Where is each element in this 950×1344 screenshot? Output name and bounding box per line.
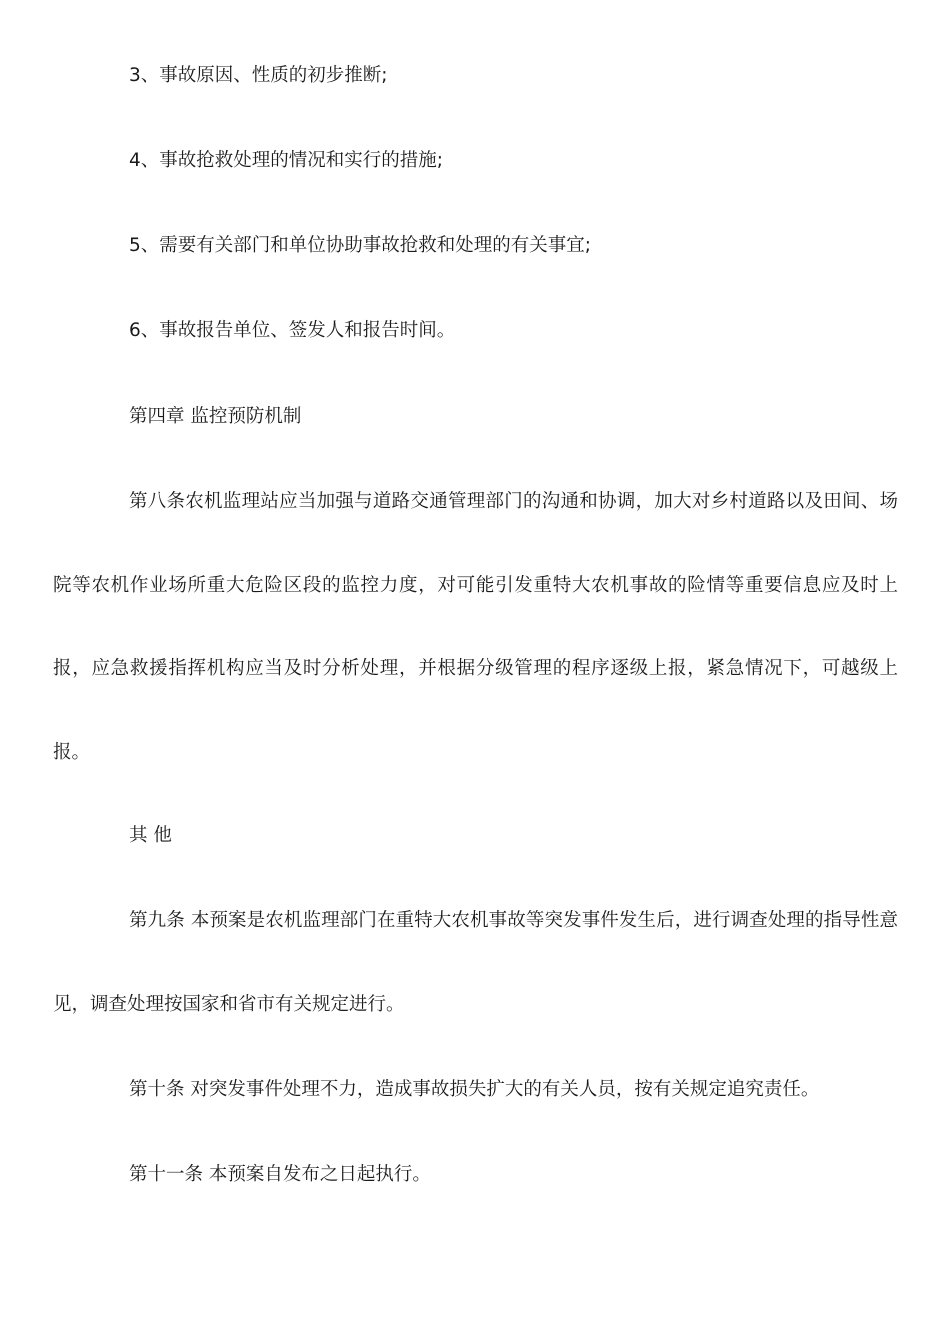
list-item-report-unit: 6、事故报告单位、签发人和报告时间。 xyxy=(129,320,456,341)
list-item-assistance-matters: 5、需要有关部门和单位协助事故抢救和处理的有关事宜; xyxy=(129,235,592,256)
article-eight-paragraph: 第八条农机监理站应当加强与道路交通管理部门的沟通和协调，加大对乡村道路以及田间、场院等农机作业场所重大危险区段的监控力度，对可能引发重特大农机事故的险情等重要信息应及时上报，应急救援指挥机构应当及时分析处理，并根据分级管理的程序逐级上报，紧急情况下，可越级上报。 xyxy=(53,491,898,763)
section-heading-other: 其 他 xyxy=(129,825,172,846)
article-nine-paragraph: 第九条 本预案是农机监理部门在重特大农机事故等突发事件发生后，进行调查处理的指导性意见，调查处理按国家和省市有关规定进行。 xyxy=(53,910,898,1015)
list-item-rescue-measures: 4、事故抢救处理的情况和实行的措施; xyxy=(129,150,444,171)
article-eleven-paragraph: 第十一条 本预案自发布之日起执行。 xyxy=(129,1164,431,1185)
article-ten-paragraph: 第十条 对突发事件处理不力，造成事故损失扩大的有关人员，按有关规定追究责任。 xyxy=(129,1079,820,1100)
chapter-heading-monitoring: 第四章 监控预防机制 xyxy=(129,406,302,427)
list-item-accident-cause: 3、事故原因、性质的初步推断; xyxy=(129,65,388,86)
